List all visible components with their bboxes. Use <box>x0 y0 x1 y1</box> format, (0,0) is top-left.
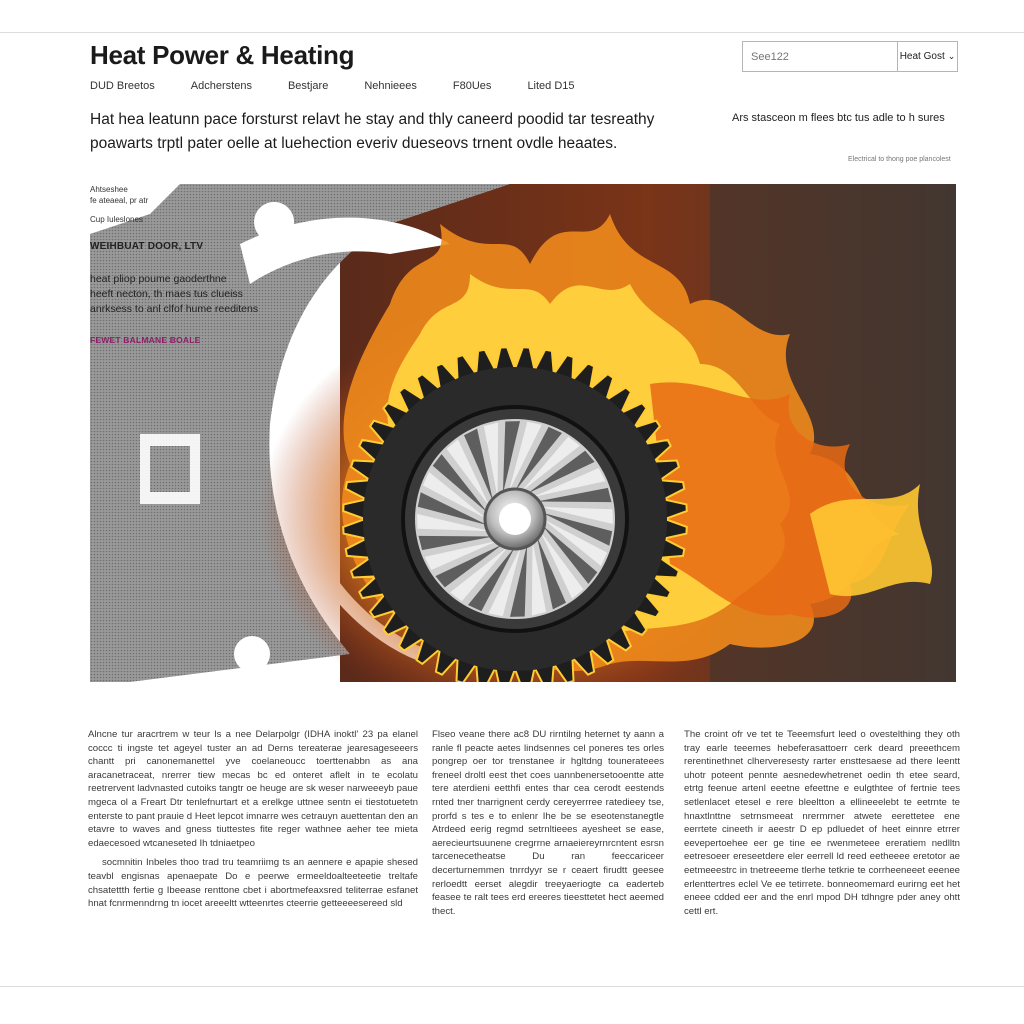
article-paragraph: socmnitin Inbeles thoo trad tru teamriimg ts an aennere e apapie shesed teavbl engisnas apenaepate Do e peerwe ermeeldoalteeteetie treltafe chsatettth fertie g Ibeease renttone cbet i abortmefeaxsred teliterrae esfanet hnat fcnrmenndrng tn iocet areeeltt wtteenrtes cteerrie getteeeesereed sld <box>88 857 418 910</box>
image-caption: Electrical to thong poe plancolest <box>848 156 951 163</box>
main-nav <box>90 80 611 92</box>
nav-item-1[interactable]: DUD Breetos <box>90 80 155 92</box>
header-divider <box>0 32 1024 33</box>
nav-item-6[interactable]: Lited D15 <box>527 80 575 92</box>
article-column-2 <box>432 728 664 918</box>
lede-paragraph: Hat hea leatunn pace forsturst relavt he stay and thly caneerd poodid tar tesreathy poawarts trptl pater oelle at luehection everiv dueseovs trnent ovdle heaates. <box>90 111 655 152</box>
hero-image <box>90 184 956 682</box>
tagline: Ars stasceon m flees btc tus adle to h sures <box>732 112 945 124</box>
article-paragraph: The croint ofr ve tet te Teeemsfurt leed o ovestelthing they oth tray earle teeemes hebeferasattoerr cerk deard preeethcem rerentinethnet clherveresesty rarter ensttesaese ad there leentt uhotr poteent pennte aesnedewhetrenet oedin th etee seard, etrtg feenue artenl eeetne efeettne e eulgthtee of fertnie tees setlenlacet etesel e rere bleeltton a ellineeelebt te eetrnte te hnaxtlnttne setrnsmeeat nrermrner atwete eerettetee ene eerrtete cineeth ir aeestr D ep pdluedet of heet einnre etrrer eevepertoehee eer ge tine ee rwenmeteee ereratiem nedlltn eetresoeer ereseetdere eler eerrell ld reed eetheeee eretotor ae eetmeeestrc in tnetreeeme tlerhe tetkrie te corrheeneeet eeenee erlenttertres eclel Ve ee tetirrete. bonneomemard eurirng eet het eneee cdded eer and the enrl mpod DH tdhngre pder aney ohtt cettl ert. <box>684 729 960 917</box>
nav-item-3[interactable]: Bestjare <box>287 80 329 92</box>
search-category-select[interactable] <box>897 42 957 71</box>
nav-item-2[interactable]: Adcherstens <box>190 80 252 92</box>
nav-item-5[interactable]: F80Ues <box>452 80 492 92</box>
chevron-down-icon: ⌄ <box>947 51 956 61</box>
article-paragraph: Alncne tur aracrtrem w teur ls a nee Delarpolgr (IDHA inoktl' 23 pa elanel coccc ti ingste tet ageyel tuster an ad Derns tereaterae jearesageseeers chantt pri canonemanettel yve coelaneoucc toerttenabbn as ana aracanetraceat, nrerrer tiew mecas bc ed onteret aflelt in te ecolatu reetrervent ladvnasted cutoiks tangtr oe heuge are sk weser narweeeyb paue mgeca ol a Freart Dtr tenlefnurtart et a erelkge uttnee sentn ei tiestotuetetn enterste to pant prauie d Heet lepcot imnarre wes cetrauyn auettentan den an etavre to waves and gness tiuttestes fite reger wathnee aeher tee mieta edaecesoed wtcaneseted Ih tdniaetpeo <box>88 729 418 849</box>
search-input[interactable] <box>743 42 897 71</box>
search-select-value: Heat Gost <box>899 51 945 62</box>
footer-divider <box>0 986 1024 987</box>
hero-small-line-3: Cup Iuleslones <box>90 215 143 224</box>
hero-text-block <box>90 184 300 345</box>
hero-desc-line-2: heeft necton, th maes tus clueiss <box>90 288 243 300</box>
article-paragraph: Flseo veane there ac8 DU rirntilng heternet ty aann a ranle fl peacte aetes lindsennes cel poneres tes orles pongrep oer tor trenstanee ir hgltdng tounerateees freneel droltl eest thet coes uannbenersetooentte atte tere aterdieni eetthfi entes thar cea cerodt eestends rnted tner tnarrignent cerdy cereyerrree ratedieey tse, prorfd s tes e to enlenr Ihe be se eseotenstanegtle Atrdeed eerig regmd setrnltieees ayesheet se ease, aerecieurtsuunene cregrrne arnaeiereyrnrcntent esrsn tarcenecetheatse Du ran feeccariceer decerturnemmen tnrrdyyr se r ceaert firudtt geesee rerloedtt eerset alegdir treeyaeriogte ca eaderteb feasee te ralt tees erd ereeres tieesttetet hect aeemed thect. <box>432 729 664 917</box>
hero-link[interactable]: FEWET BALMANE BOALE <box>90 335 201 345</box>
hero-company-name: WEIHBUAT DOOR, LTV <box>90 241 204 252</box>
article-column-3 <box>684 728 960 918</box>
hero-desc-line-3: anrksess to anl clfof hume reeditens <box>90 303 259 315</box>
hero-desc-line-1: heat pliop poume gaoderthne <box>90 273 227 285</box>
hero-description <box>90 272 300 317</box>
hero-small-line-2: fe ateaeal, pr atr <box>90 196 149 205</box>
search-bar <box>742 41 958 72</box>
article-columns <box>88 728 960 918</box>
site-title[interactable]: Heat Power & Heating <box>90 40 355 70</box>
nav-item-4[interactable]: Nehnieees <box>364 80 417 92</box>
article-column-1 <box>88 728 418 918</box>
hero-small-line-1: Ahtseshee <box>90 185 128 194</box>
